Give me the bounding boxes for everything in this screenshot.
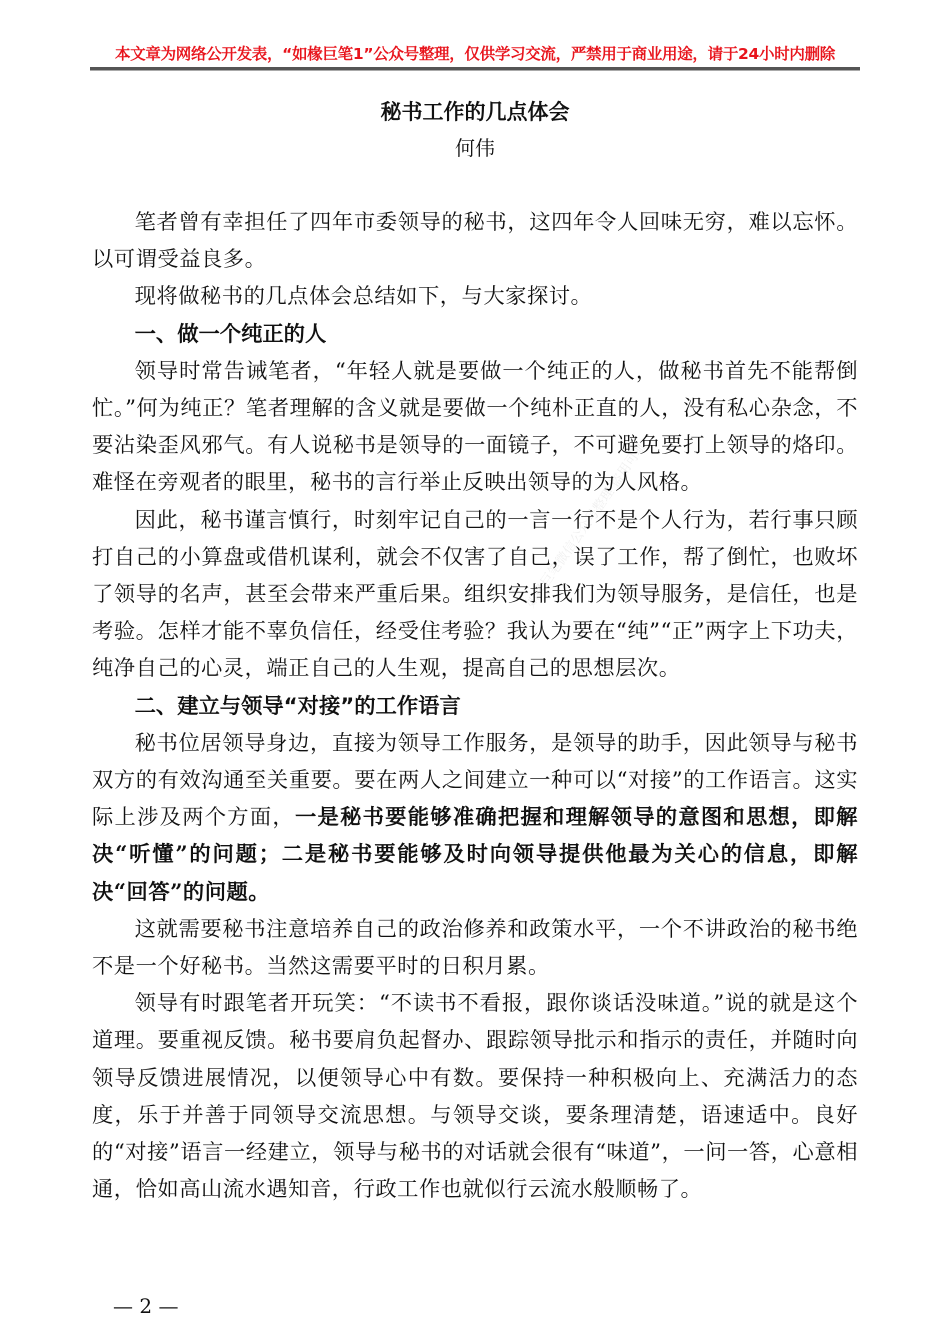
document-title: 秘书工作的几点体会 [380,99,570,124]
header-divider [90,67,860,71]
document-author: 何伟 [455,136,495,160]
emphasized-text: 一是秘书要能够准确把握和理解领导的意图和思想，即解决“听懂”的问题；二是秘书要能够及时向领导提供他最为关心的信息，即解决“回答”的问题。 [92,805,858,905]
paragraph: 现将做秘书的几点体会总结如下，与大家探讨。 [134,284,593,310]
copyright-banner: 本文章为网络公开发表，“如椽巨笔1”公众号整理，仅供学习交流，严禁用于商业用途，请于24小时内删除 [114,45,836,63]
paragraph [92,725,858,911]
page-number: — 2 — [113,1294,179,1318]
paragraph: 领导有时跟笔者开玩笑：“不读书不看报，跟你谈话没味道。”说的就是这个道理。要重视反馈。秘书要肩负起督办、跟踪领导批示和指示的责任，并随时向领导反馈进展情况，以便领导心中有数。要保持一种积极向上、充满活力的态度，乐于并善于同领导交流思想。与领导交谈，要条理清楚，语速适中。良好的“对接”语言一经建立，领导与秘书的对话就会很有“味道”，一问一答，心意相通，恰如高山流水遇知音，行政工作也就似行云流水般顺畅了。 [92,991,858,1203]
paragraph-text: 秘书位居领导身边，直接为领导工作服务，是领导的助手，因此领导与秘书双方的有效沟通至关重要。要在两人之间建立一种可以“对接”的工作语言。这实际上涉及两个方面， [92,730,858,831]
document-body [92,204,858,1208]
paragraph: 领导时常告诫笔者，“年轻人就是要做一个纯正的人，做秘书首先不能帮倒忙。”何为纯正？笔者理解的含义就是要做一个纯朴正直的人，没有私心杂念，不要沾染歪风邪气。有人说秘书是领导的一面镜子，不可避免要打上领导的烙印。难怪在旁观者的眼里，秘书的言行举止反映出领导的为人风格。 [92,358,858,496]
paragraph: 因此，秘书谨言慎行，时刻牢记自己的一言一行不是个人行为，若行事只顾打自己的小算盘或借机谋利，就会不仅害了自己，误了工作，帮了倒忙，也败坏了领导的名声，甚至会带来严重后果。组织安排我们为领导服务，是信任，也是考验。怎样才能不辜负信任，经受住考验？我认为要在“纯”“正”两字上下功夫，纯净自己的心灵，端正自己的人生观，提高自己的思想层次。 [92,507,858,682]
watermark: 如椽巨笔微信公众号整理 盗用可耻 [523,439,650,611]
section-heading: 二、建立与领导“对接”的工作语言 [134,693,461,719]
paragraph: 笔者曾有幸担任了四年市委领导的秘书，这四年令人回味无穷，难以忘怀。以可谓受益良多。 [92,210,858,273]
section-heading: 一、做一个纯正的人 [134,321,327,347]
paragraph: 这就需要秘书注意培养自己的政治修养和政策水平，一个不讲政治的秘书绝不是一个好秘书。当然这需要平时的日积月累。 [92,916,858,980]
